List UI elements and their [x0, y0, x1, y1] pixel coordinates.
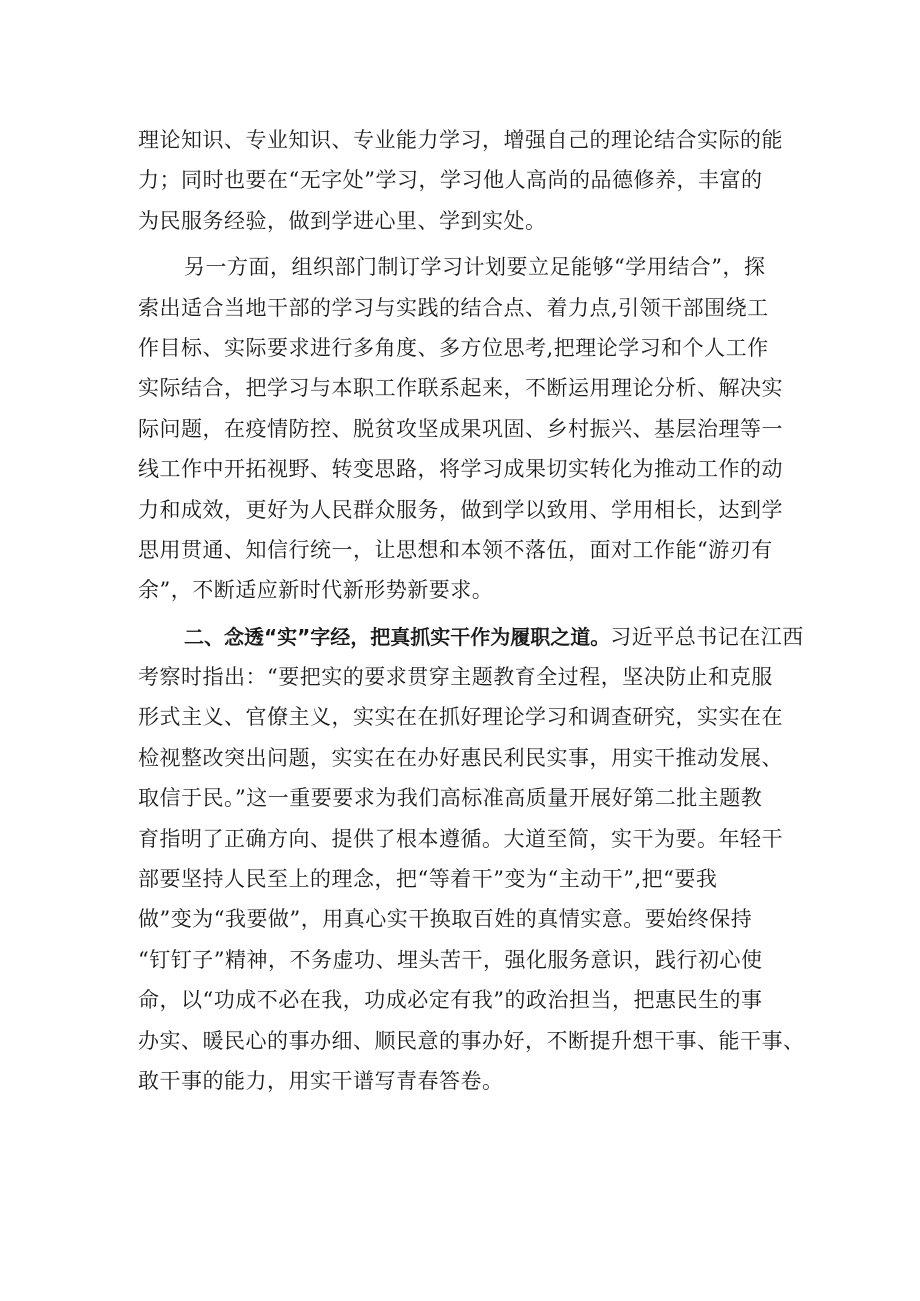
text-line: 另一方面，组织部门制订学习计划要立足能够“学用结合”，探	[184, 255, 766, 280]
text-line: 命，以“功成不必在我，功成必定有我”的政治担当，把惠民生的事	[138, 988, 763, 1013]
heading-line-rest: 习近平总书记在江西	[610, 624, 804, 649]
text-line: 余”，不断适应新时代新形势新要求。	[138, 578, 494, 603]
text-line: 际问题，在疫情防控、脱贫攻坚成果巩固、乡村振兴、基层治理等一	[138, 416, 783, 441]
text-line: 力和成效，更好为人民群众服务，做到学以致用、学用相长，达到学	[138, 497, 783, 522]
text-line: 部要坚持人民至上的理念，把“等着干”变为“主动干”,把“要我	[138, 867, 718, 892]
text-line: 为民服务经验，做到学进心里、学到实处。	[138, 208, 547, 233]
paragraph-continuation	[138, 120, 798, 241]
text-line: “钉钉子”精神，不务虚功、埋头苦干，强化服务意识，践行初心使	[138, 947, 763, 972]
text-line: 考察时指出：“要把实的要求贯穿主题教育全过程，坚决防止和克服	[138, 665, 773, 690]
paragraph-study-plan	[138, 247, 798, 611]
text-line: 索出适合当地干部的学习与实践的结合点、着力点,引领干部围绕工	[138, 295, 769, 320]
text-line: 形式主义、官僚主义，实实在在抓好理论学习和调查研究，实实在在	[138, 705, 783, 730]
text-line	[138, 617, 804, 657]
text-line: 育指明了正确方向、提供了根本遵循。大道至简，实干为要。年轻干	[138, 826, 783, 851]
text-line: 理论知识、专业知识、专业能力学习，增强自己的理论结合实际的能	[138, 128, 783, 152]
paragraph-section-two	[138, 617, 805, 1102]
text-line: 敢干事的能力，用实干谱写青春答卷。	[138, 1068, 504, 1093]
text-line: 作目标、实际要求进行多角度、多方位思考,把理论学习和个人工作	[138, 335, 769, 360]
section-heading: 二、念透“实”字经，把真抓实干作为履职之道。	[184, 624, 611, 649]
text-line: 实际结合，把学习与本职工作联系起来，不断运用理论分析、解决实	[138, 376, 783, 401]
text-line: 力；同时也要在“无字处”学习，学习他人高尚的品德修养，丰富的	[138, 168, 763, 193]
text-line: 取信于民。”这一重要要求为我们高标准高质量开展好第二批主题教	[138, 786, 763, 811]
text-line: 思用贯通、知信行统一，让思想和本领不落伍，面对工作能“游刃有	[138, 537, 773, 562]
text-line: 线工作中开拓视野、转变思路，将学习成果切实转化为推动工作的动	[138, 457, 783, 482]
text-line: 办实、暖民心的事办细、顺民意的事办好，不断提升想干事、能干事、	[138, 1028, 805, 1053]
text-line: 检视整改突出问题，实实在在办好惠民利民实事，用实干推动发展、	[138, 745, 783, 770]
text-line: 做”变为“我要做”，用真心实干换取百姓的真情实意。要始终保持	[138, 907, 753, 932]
document-body	[138, 120, 805, 1101]
